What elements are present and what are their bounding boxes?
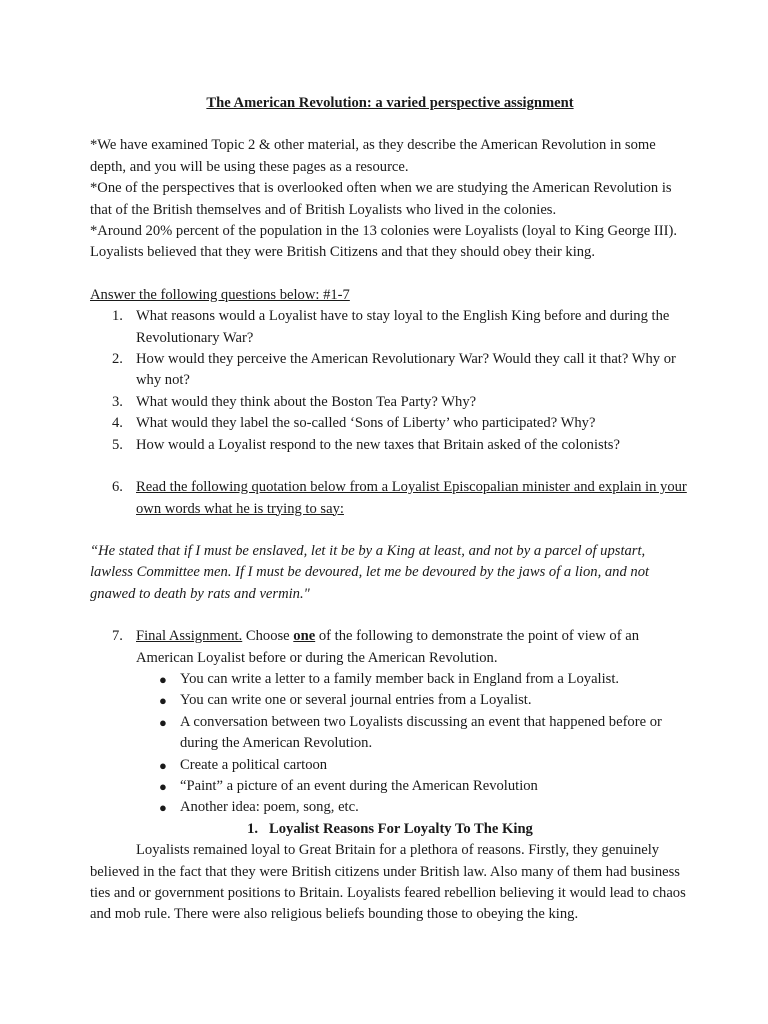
bullet-icon: ●: [159, 693, 167, 709]
question-item: [90, 392, 690, 413]
question-number: 5.: [112, 436, 123, 453]
bullet-icon: ●: [159, 800, 167, 816]
questions-list: [90, 306, 690, 456]
question-7-emphasis: one: [293, 628, 316, 645]
bullet-icon: ●: [159, 757, 167, 773]
section-number: 1.: [247, 820, 259, 837]
question-number: 1.: [112, 308, 123, 325]
question-text: How would they perceive the American Revolutionary War? Would they call it that? Why or why not?: [136, 351, 676, 389]
question-text: What would they think about the Boston Tea Party? Why?: [136, 393, 477, 410]
question-number: 7.: [112, 628, 123, 645]
section-title: Loyalist Reasons For Loyalty To The King: [269, 820, 533, 837]
question-number: 4.: [112, 415, 123, 432]
option-text: You can write a letter to a family member back in England from a Loyalist.: [180, 670, 620, 687]
final-assignment-label: Final Assignment.: [136, 628, 243, 645]
intro-paragraph-2: *One of the perspectives that is overlooked often when we are studying the American Revolution is that of the British themselves and of British Loyalists who lived in the colonies.: [90, 180, 672, 218]
option-item: [90, 797, 690, 818]
question-6-list: [90, 477, 690, 520]
question-item: [90, 413, 690, 434]
option-item: [90, 755, 690, 776]
question-7-item: [90, 626, 690, 669]
document-content: [90, 93, 690, 926]
loyalist-quotation: “He stated that if I must be enslaved, let it be by a King at least, and not by a parcel of upstart, lawless Committee men. If I must be devoured, let me be devoured by the jaws of a lion, and not gnawed to death by rats and vermin.": [90, 542, 650, 602]
option-item: [90, 712, 690, 755]
question-6-item: [90, 477, 690, 520]
option-text: Create a political cartoon: [180, 756, 328, 773]
question-text: What reasons would a Loyalist have to stay loyal to the English King before and during the Revolutionary War?: [136, 308, 670, 346]
question-number: 2.: [112, 351, 123, 368]
section-body: Loyalists remained loyal to Great Britain for a plethora of reasons. Firstly, they genuinely believed in the fact that they were British citizens under British law. Also many of them had business ties and or government positions to Britain. Loyalists feared rebellion believing it would lead to chaos and mob rule. There were also religious beliefs bounding those to obeying the king.: [90, 842, 686, 923]
option-text: A conversation between two Loyalists discussing an event that happened before or during the American Revolution.: [180, 713, 662, 752]
option-item: [90, 776, 690, 797]
option-text: Another idea: poem, song, etc.: [180, 799, 359, 816]
question-text: What would they label the so-called ‘Sons of Liberty’ who participated? Why?: [136, 415, 596, 432]
question-7-post: of the following to demonstrate the point of view of an American Loyalist before or during the American Revolution.: [136, 628, 640, 666]
question-item: [90, 349, 690, 392]
question-7-list: [90, 626, 690, 669]
section-heading: [90, 819, 690, 840]
question-6-text: Read the following quotation below from a Loyalist Episcopalian minister and explain in your own words what he is trying to say:: [136, 479, 687, 517]
option-item: [90, 669, 690, 690]
question-7-pre: Choose: [242, 628, 294, 645]
question-item: [90, 306, 690, 349]
bullet-icon: ●: [159, 778, 167, 794]
question-text: How would a Loyalist respond to the new taxes that Britain asked of the colonists?: [136, 436, 620, 453]
page-title: The American Revolution: a varied perspective assignment: [206, 95, 574, 111]
option-item: [90, 690, 690, 711]
question-item: [90, 435, 690, 456]
questions-heading: Answer the following questions below: #1-7: [90, 286, 350, 303]
intro-paragraph-1: *We have examined Topic 2 & other material, as they describe the American Revolution in some depth, and you will be using these pages as a resource.: [90, 137, 656, 175]
bullet-icon: ●: [159, 671, 167, 687]
assignment-options-list: [90, 669, 690, 819]
option-text: You can write one or several journal entries from a Loyalist.: [180, 692, 532, 709]
option-text: “Paint” a picture of an event during the American Revolution: [180, 777, 538, 794]
question-number: 6.: [112, 479, 123, 496]
intro-paragraph-3: *Around 20% percent of the population in the 13 colonies were Loyalists (loyal to King George III). Loyalists believed that they were British Citizens and that they should obey their king.: [90, 223, 677, 261]
bullet-icon: ●: [159, 714, 167, 730]
question-number: 3.: [112, 393, 123, 410]
